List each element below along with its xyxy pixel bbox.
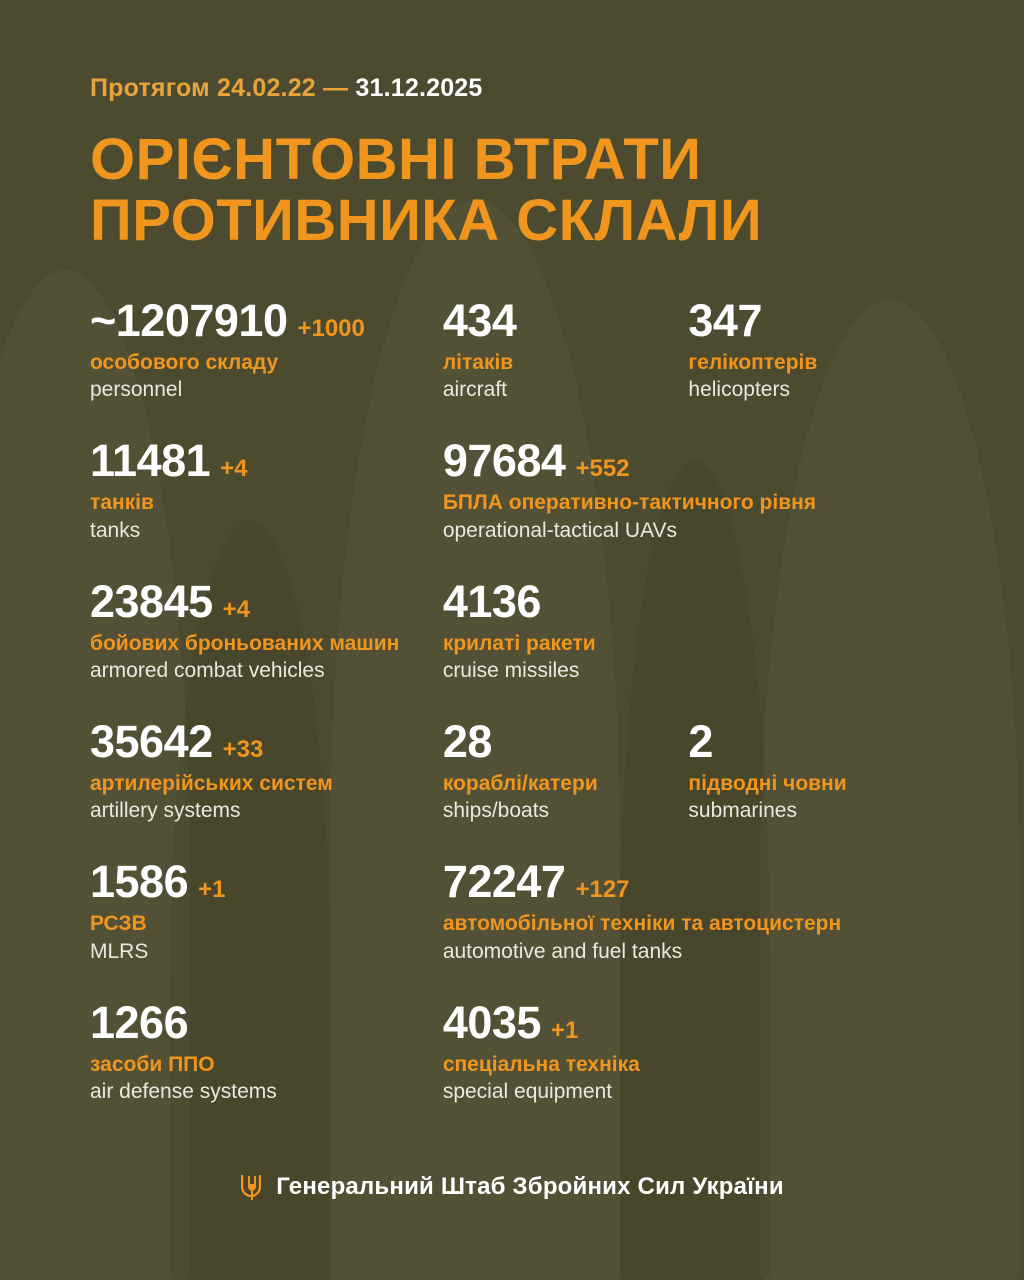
page-title bbox=[90, 129, 934, 252]
loss-label-en: MLRS bbox=[90, 939, 149, 963]
loss-delta: +552 bbox=[575, 455, 630, 483]
loss-label-en: tanks bbox=[90, 518, 141, 542]
loss-delta: +33 bbox=[222, 736, 264, 764]
loss-label-en: personnel bbox=[90, 378, 183, 402]
loss-delta: +4 bbox=[220, 455, 248, 483]
loss-value: 97684 bbox=[442, 435, 566, 487]
loss-item-uavs bbox=[442, 435, 934, 542]
loss-delta: +127 bbox=[575, 876, 630, 904]
losses-row bbox=[90, 856, 934, 999]
loss-value-line bbox=[442, 294, 689, 346]
loss-label-en: submarines bbox=[688, 799, 797, 823]
loss-label-ua: артилерійських систем bbox=[90, 772, 333, 796]
loss-value: 434 bbox=[442, 294, 517, 346]
loss-value: 28 bbox=[442, 716, 492, 768]
loss-value: 4136 bbox=[442, 575, 541, 627]
loss-label-ua: БПЛА оперативно-тактичного рівня bbox=[442, 491, 817, 515]
loss-label-en: ships/boats bbox=[442, 799, 550, 823]
losses-grid bbox=[90, 294, 934, 1140]
loss-item-special-equipment bbox=[442, 996, 934, 1104]
loss-value: 72247 bbox=[442, 856, 566, 908]
loss-value-line bbox=[442, 716, 689, 768]
loss-label-en: automotive and fuel tanks bbox=[442, 939, 683, 963]
loss-item-personnel bbox=[90, 294, 443, 402]
loss-label-ua: крилаті ракети bbox=[442, 631, 596, 655]
loss-delta: +1 bbox=[198, 876, 226, 904]
loss-value-line bbox=[442, 575, 934, 627]
period-prefix: Протягом 24.02.22 — bbox=[90, 74, 356, 102]
loss-value: 2 bbox=[688, 716, 713, 768]
loss-label-en: artillery systems bbox=[90, 799, 241, 823]
losses-row bbox=[90, 716, 934, 859]
loss-value-line bbox=[90, 856, 443, 908]
loss-label-ua: РСЗВ bbox=[90, 912, 147, 936]
loss-value-line bbox=[688, 294, 934, 346]
period-line bbox=[90, 0, 934, 103]
loss-item-armored-combat-vehicles bbox=[90, 575, 443, 683]
page-title-line1: ОРІЄНТОВНІ ВТРАТИ bbox=[90, 127, 702, 192]
loss-value-line bbox=[90, 575, 443, 627]
losses-row bbox=[90, 294, 934, 438]
losses-row bbox=[90, 435, 934, 578]
loss-label-en: armored combat vehicles bbox=[90, 658, 325, 682]
loss-label-ua: бойових броньованих машин bbox=[90, 631, 400, 655]
loss-value-line bbox=[442, 996, 934, 1048]
loss-label-ua: літаків bbox=[442, 350, 514, 374]
loss-label-ua: автомобільної техніки та автоцистерн bbox=[442, 912, 842, 936]
loss-label-en: air defense systems bbox=[90, 1080, 277, 1103]
loss-label-ua: кораблі/катери bbox=[442, 772, 598, 796]
footer-text: Генеральний Штаб Збройних Сил України bbox=[276, 1173, 784, 1200]
loss-value-line bbox=[90, 996, 443, 1048]
loss-label-ua: особового складу bbox=[90, 350, 279, 374]
loss-label-ua: підводні човни bbox=[688, 772, 847, 796]
loss-value-line bbox=[442, 856, 934, 908]
loss-item-helicopters bbox=[688, 294, 934, 402]
loss-value-line bbox=[688, 716, 934, 768]
loss-item-mlrs bbox=[90, 856, 443, 963]
loss-label-en: aircraft bbox=[442, 378, 507, 402]
loss-label-en: special equipment bbox=[442, 1080, 613, 1103]
loss-delta: +1000 bbox=[297, 314, 365, 342]
losses-row bbox=[90, 996, 934, 1140]
trident-icon bbox=[240, 1172, 262, 1202]
loss-value-line bbox=[90, 294, 443, 346]
loss-value: 23845 bbox=[90, 575, 213, 627]
loss-label-ua: засоби ППО bbox=[90, 1052, 215, 1076]
loss-label-en: cruise missiles bbox=[442, 658, 580, 682]
loss-value: 4035 bbox=[442, 996, 541, 1048]
loss-item-artillery bbox=[90, 716, 443, 823]
loss-value-line bbox=[442, 435, 934, 487]
loss-item-aircraft bbox=[442, 294, 689, 402]
loss-value: 11481 bbox=[90, 435, 211, 487]
loss-label-en: operational-tactical UAVs bbox=[442, 518, 678, 542]
losses-row bbox=[90, 575, 934, 719]
loss-label-ua: гелікоптерів bbox=[688, 350, 818, 374]
loss-item-automotive bbox=[442, 856, 934, 963]
loss-item-ships bbox=[442, 716, 689, 823]
loss-value: 347 bbox=[688, 294, 762, 346]
loss-label-ua: танків bbox=[90, 491, 154, 515]
page-title-line2: ПРОТИВНИКА СКЛАЛИ bbox=[90, 188, 763, 254]
loss-item-submarines bbox=[688, 716, 934, 823]
loss-item-tanks bbox=[90, 435, 443, 542]
loss-delta: +1 bbox=[550, 1016, 579, 1044]
period-end-date: 31.12.2025 bbox=[355, 74, 483, 102]
loss-delta: +4 bbox=[222, 595, 251, 623]
loss-item-cruise-missiles bbox=[442, 575, 934, 683]
loss-value: ~1207910 bbox=[90, 294, 288, 346]
footer bbox=[0, 1172, 1024, 1202]
loss-label-ua: спеціальна техніка bbox=[442, 1052, 640, 1076]
loss-label-en: helicopters bbox=[688, 378, 790, 402]
loss-item-air-defense bbox=[90, 996, 443, 1104]
loss-value-line bbox=[90, 435, 443, 487]
loss-value-line bbox=[90, 716, 443, 768]
loss-value: 1266 bbox=[90, 996, 189, 1048]
loss-value: 35642 bbox=[90, 716, 213, 768]
loss-value: 1586 bbox=[90, 856, 189, 908]
